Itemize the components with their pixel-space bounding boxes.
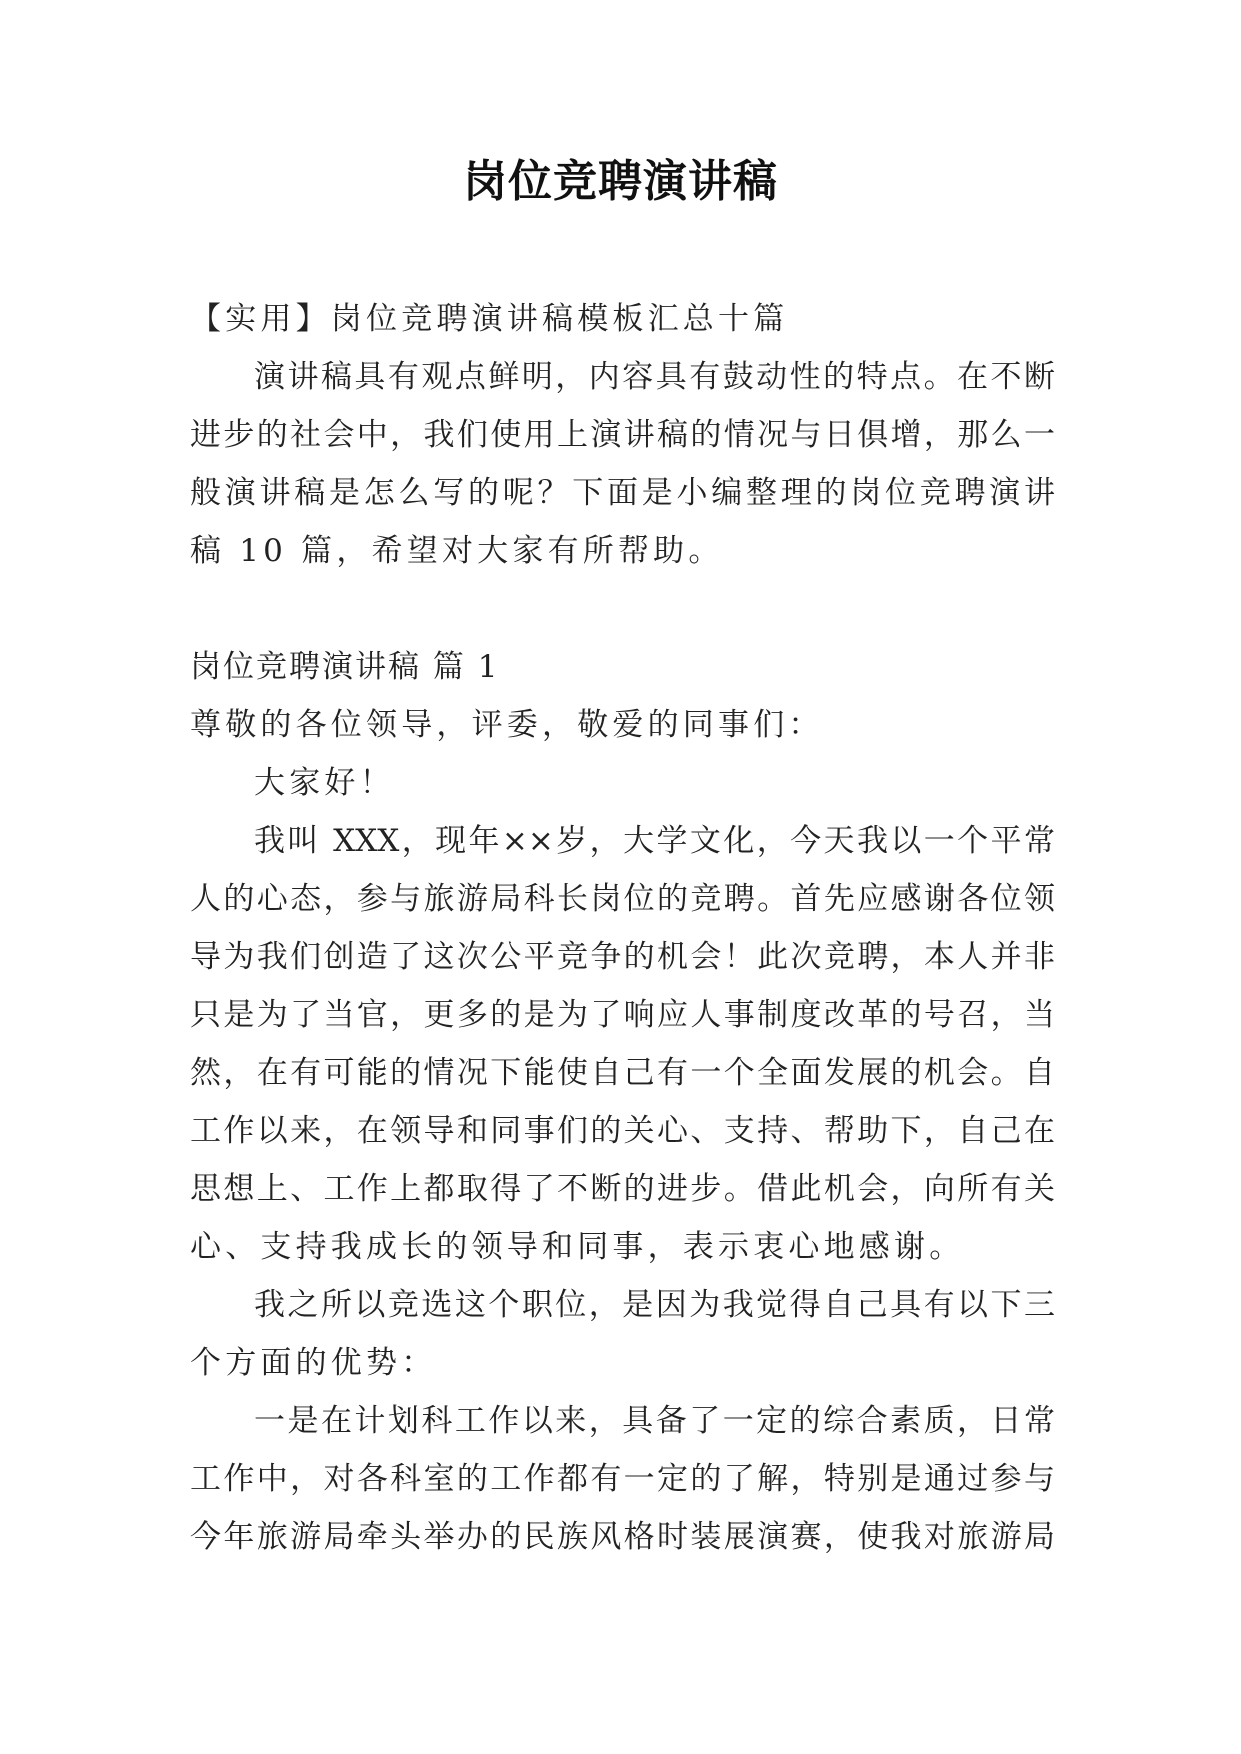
paragraph-line: 进步的社会中，我们使用上演讲稿的情况与日俱增，那么一 <box>190 417 1055 453</box>
paragraph-line: 一是在计划科工作以来，具备了一定的综合素质，日常 <box>254 1403 1055 1439</box>
document-title: 岗位竞聘演讲稿 <box>463 156 778 207</box>
paragraph-line: 般演讲稿是怎么写的呢？下面是小编整理的岗位竞聘演讲 <box>190 475 1055 511</box>
paragraph-line: 只是为了当官，更多的是为了响应人事制度改革的号召，当 <box>190 997 1055 1033</box>
paragraph-line: 个方面的优势： <box>190 1345 437 1381</box>
paragraph-line: 人的心态，参与旅游局科长岗位的竞聘。首先应感谢各位领 <box>190 881 1055 917</box>
paragraph-line: 工作中，对各科室的工作都有一定的了解，特别是通过参与 <box>190 1461 1055 1497</box>
paragraph-line: 我之所以竞选这个职位，是因为我觉得自己具有以下三 <box>254 1287 1055 1323</box>
paragraph-line: 然，在有可能的情况下能使自己有一个全面发展的机会。自 <box>190 1055 1055 1091</box>
salutation-line: 尊敬的各位领导，评委，敬爱的同事们： <box>190 707 824 743</box>
greeting-line: 大家好！ <box>254 765 395 801</box>
section-spacer <box>190 580 1055 638</box>
section-heading: 岗位竞聘演讲稿 篇 1 <box>190 649 500 685</box>
paragraph-line: 今年旅游局牵头举办的民族风格时装展演赛，使我对旅游局 <box>190 1519 1055 1555</box>
paragraph-line: 工作以来，在领导和同事们的关心、支持、帮助下，自己在 <box>190 1113 1055 1149</box>
paragraph-line: 稿 10 篇，希望对大家有所帮助。 <box>190 533 724 569</box>
paragraph-line: 思想上、工作上都取得了不断的进步。借此机会，向所有关 <box>190 1171 1055 1207</box>
intro-heading: 【实用】岗位竞聘演讲稿模板汇总十篇 <box>190 301 789 337</box>
paragraph-line: 我叫 XXX，现年××岁，大学文化，今天我以一个平常 <box>254 823 1055 859</box>
paragraph-line: 演讲稿具有观点鲜明，内容具有鼓动性的特点。在不断 <box>254 359 1055 395</box>
document-body <box>190 290 1055 1566</box>
paragraph-line: 导为我们创造了这次公平竞争的机会！此次竞聘，本人并非 <box>190 939 1055 975</box>
paragraph-line: 心、支持我成长的领导和同事，表示衷心地感谢。 <box>190 1229 965 1265</box>
